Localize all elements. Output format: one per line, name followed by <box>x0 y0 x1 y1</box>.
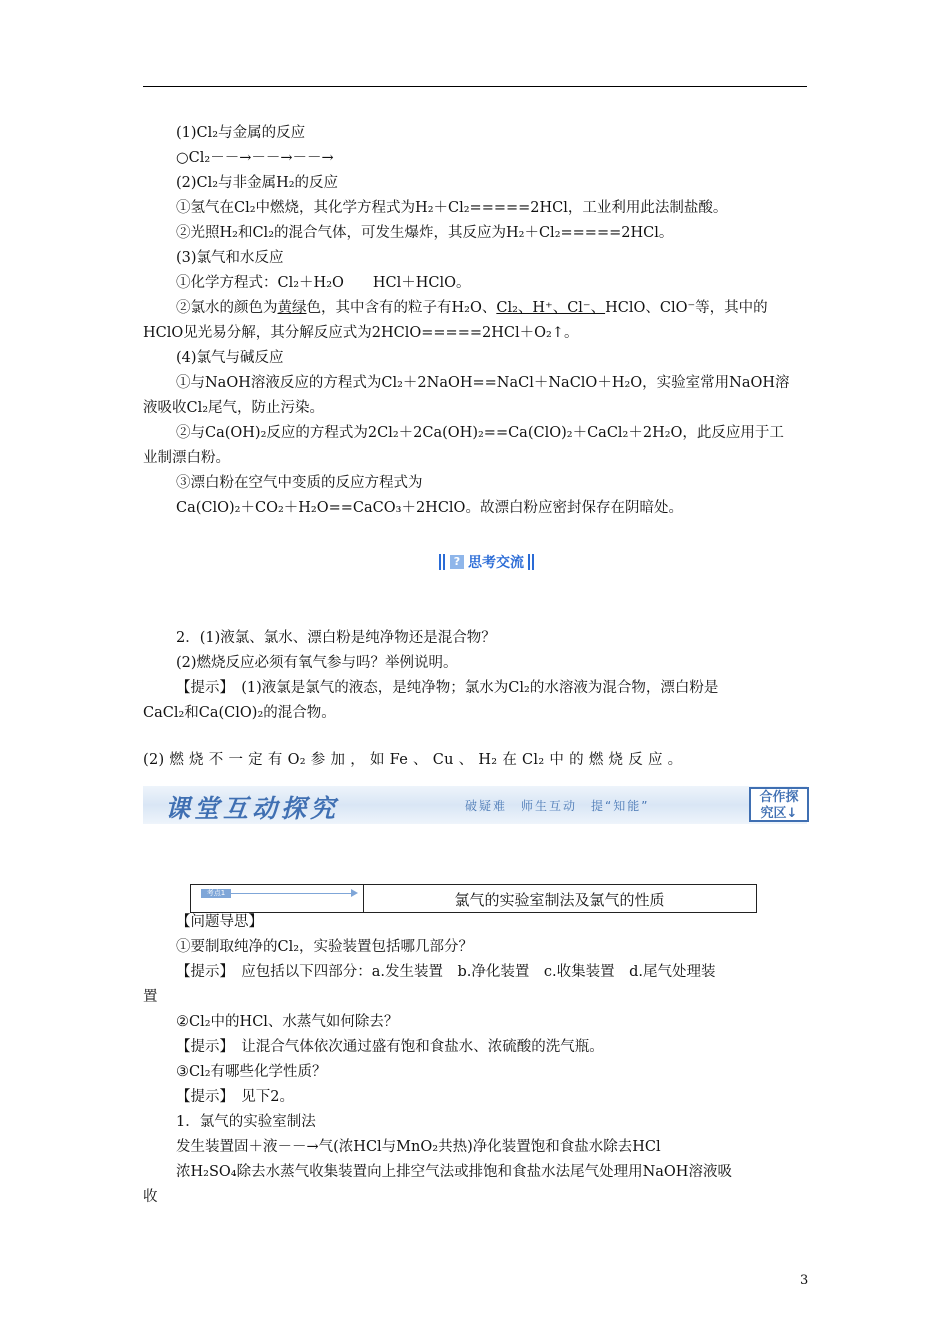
banner-title: 课堂互动探究 <box>165 794 340 823</box>
banner-box-line2: 究区↓ <box>760 806 798 821</box>
text-line: (1)Cl₂与金属的反应 <box>176 125 306 141</box>
text-line: 2．(1)液氯、氯水、漂白粉是纯净物还是混合物？ <box>176 630 496 646</box>
page-number: 3 <box>800 1273 809 1288</box>
text-span: 色，其中含有的粒子有H₂O、 <box>306 300 497 316</box>
text-line: 置 <box>143 989 158 1005</box>
topic-header-box <box>190 884 757 913</box>
text-line: ①与NaOH溶液反应的方程式为Cl₂＋2NaOH==NaCl＋NaClO＋H₂O，实验室常用NaOH溶 <box>176 375 790 391</box>
bar-decoration <box>528 554 530 570</box>
text-line: ①氢气在Cl₂中燃烧，其化学方程式为H₂＋Cl₂=====2HCl，工业利用此法制盐酸。 <box>176 200 728 216</box>
text-line: ③Cl₂有哪些化学性质？ <box>176 1064 327 1080</box>
section-banner <box>143 786 807 824</box>
text-line: ②与Ca(OH)₂反应的方程式为2Cl₂＋2Ca(OH)₂==Ca(ClO)₂＋CaCl₂＋2H₂O，此反应用于工 <box>176 425 784 441</box>
bar-decoration <box>443 554 445 570</box>
text-line: 收 <box>143 1189 158 1205</box>
text-span: HClO、ClO⁻等，其中的 <box>605 300 768 316</box>
text-line: 发生装置固＋液－－→气(浓HCl与MnO₂共热)净化装置饱和食盐水除去HCl <box>176 1139 661 1155</box>
text-line: ①化学方程式：Cl₂＋H₂O HCl＋HClO。 <box>176 275 471 291</box>
text-line: 【提示】 应包括以下四部分：a.发生装置 b.净化装置 c.收集装置 d.尾气处理装 <box>176 964 716 980</box>
text-line: 【提示】 见下2。 <box>176 1089 294 1105</box>
text-line: 【提示】 (1)液氯是氯气的液态，是纯净物；氯水为Cl₂的水溶液为混合物，漂白粉是 <box>176 680 719 696</box>
text-line: (4)氯气与碱反应 <box>176 350 284 366</box>
text-line <box>176 298 768 318</box>
text-line: 浓H₂SO₄除去水蒸气收集装置向上排空气法或排饱和食盐水法尾气处理用NaOH溶液吸 <box>176 1164 732 1180</box>
text-span: ②氯水的颜色为 <box>176 300 278 316</box>
topic-tag-cell <box>191 885 364 912</box>
text-line: (3)氯气和水反应 <box>176 250 284 266</box>
text-line: 【提示】 让混合气体依次通过盛有饱和食盐水、浓硫酸的洗气瓶。 <box>176 1039 604 1055</box>
text-line: 液吸收Cl₂尾气，防止污染。 <box>143 400 325 416</box>
text-line: ①要制取纯净的Cl₂，实验装置包括哪几部分？ <box>176 939 474 955</box>
banner-box-line1: 合作探 <box>759 790 799 805</box>
text-line: (2)燃烧反应必须有氧气参与吗？举例说明。 <box>176 655 458 671</box>
bar-decoration <box>532 554 534 570</box>
text-line: (2) 燃 烧 不 一 定 有 O₂ 参 加 ， 如 Fe 、 Cu 、 H₂ 在 Cl₂ 中 的 燃 烧 反 应 。 <box>143 752 683 768</box>
arrow-icon <box>351 889 358 897</box>
underlined-answer: Cl₂、H⁺、Cl⁻、 <box>496 300 606 316</box>
text-line: 1．氯气的实验室制法 <box>176 1114 316 1130</box>
think-label: 思考交流 <box>468 555 524 571</box>
banner-box <box>749 787 809 822</box>
text-line: 【问题导思】 <box>176 914 263 930</box>
text-line: HClO见光易分解，其分解反应式为2HClO=====2HCl＋O₂↑。 <box>143 325 579 341</box>
topic-tag: 考点1 <box>201 889 231 898</box>
text-line: 业制漂白粉。 <box>143 450 230 466</box>
think-exchange-heading <box>438 552 535 572</box>
arrow-line <box>231 893 355 894</box>
banner-subtitle: 破疑难 师生互动 提“知能” <box>465 799 650 813</box>
text-line: ②光照H₂和Cl₂的混合气体，可发生爆炸，其反应为H₂＋Cl₂=====2HCl。 <box>176 225 674 241</box>
text-line: ○Cl₂－－→－－→－－→ <box>176 150 334 166</box>
topic-title: 氯气的实验室制法及氯气的性质 <box>454 891 665 909</box>
bar-decoration <box>439 554 441 570</box>
top-rule <box>143 86 807 87</box>
text-line: ②Cl₂中的HCl、水蒸气如何除去？ <box>176 1014 399 1030</box>
text-line: (2)Cl₂与非金属H₂的反应 <box>176 175 339 191</box>
question-icon: ? <box>450 555 464 569</box>
text-line: Ca(ClO)₂＋CO₂＋H₂O==CaCO₃＋2HClO。故漂白粉应密封保存在阴暗处。 <box>176 500 683 516</box>
text-line: ③漂白粉在空气中变质的反应方程式为 <box>176 475 423 491</box>
text-line: CaCl₂和Ca(ClO)₂的混合物。 <box>143 705 336 721</box>
underlined-answer: 黄绿 <box>277 300 307 316</box>
